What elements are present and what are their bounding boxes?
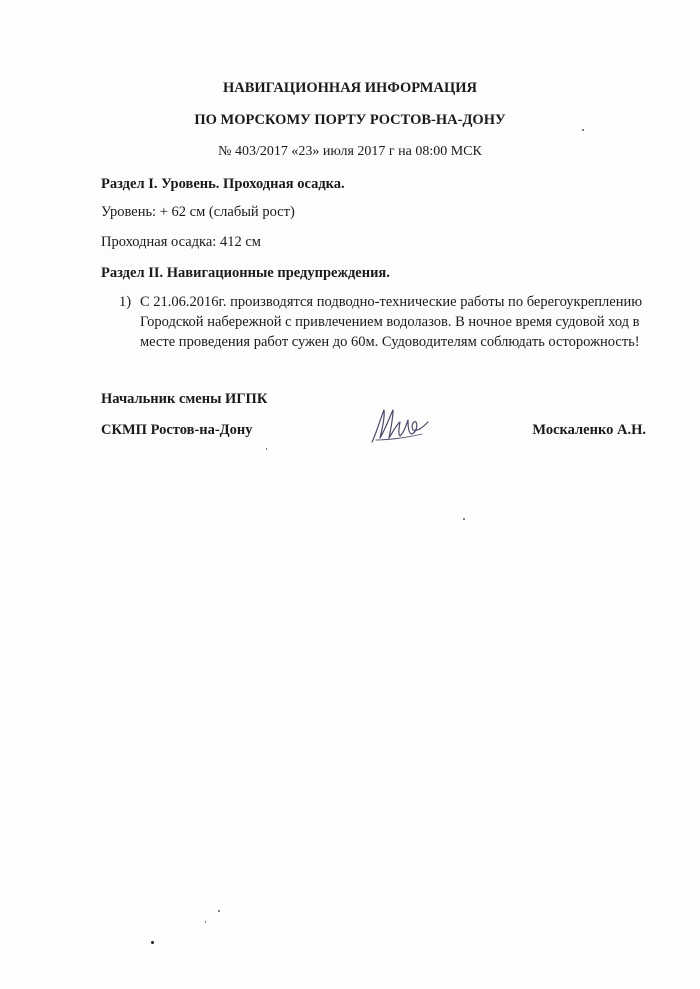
warning-item-line: С 21.06.2016г. производятся подводно-технические работы по берегоукреплению (140, 294, 643, 310)
document-number-date: № 403/2017 «23» июля 2017 г на 08:00 МСК (218, 144, 482, 159)
water-level-line: Уровень: + 62 см (слабый рост) (101, 204, 295, 220)
signer-position-line1: Начальник смены ИГПК (101, 391, 268, 407)
handwritten-signature (366, 404, 430, 446)
scan-speck (463, 518, 465, 520)
draft-line: Проходная осадка: 412 см (101, 234, 261, 250)
section1-heading: Раздел I. Уровень. Проходная осадка. (101, 176, 345, 192)
scan-speck (205, 921, 206, 923)
signer-position-line2: СКМП Ростов-на-Дону (101, 422, 253, 438)
scan-speck (151, 941, 154, 944)
section2-heading: Раздел II. Навигационные предупреждения. (101, 265, 390, 281)
signer-name: Москаленко А.Н. (532, 422, 646, 438)
scan-speck (218, 910, 220, 912)
document-title: НАВИГАЦИОННАЯ ИНФОРМАЦИЯ (222, 80, 477, 96)
document-subtitle: ПО МОРСКОМУ ПОРТУ РОСТОВ-НА-ДОНУ (194, 112, 506, 128)
warning-item-line: Городской набережной с привлечением водолазов. В ночное время судовой ход в (140, 314, 640, 330)
scan-speck (582, 129, 584, 131)
scan-speck (266, 448, 267, 450)
warning-item-number: 1) (119, 294, 132, 310)
warning-item-line: месте проведения работ сужен до 60м. Судоводителям соблюдать осторожность! (140, 334, 640, 350)
